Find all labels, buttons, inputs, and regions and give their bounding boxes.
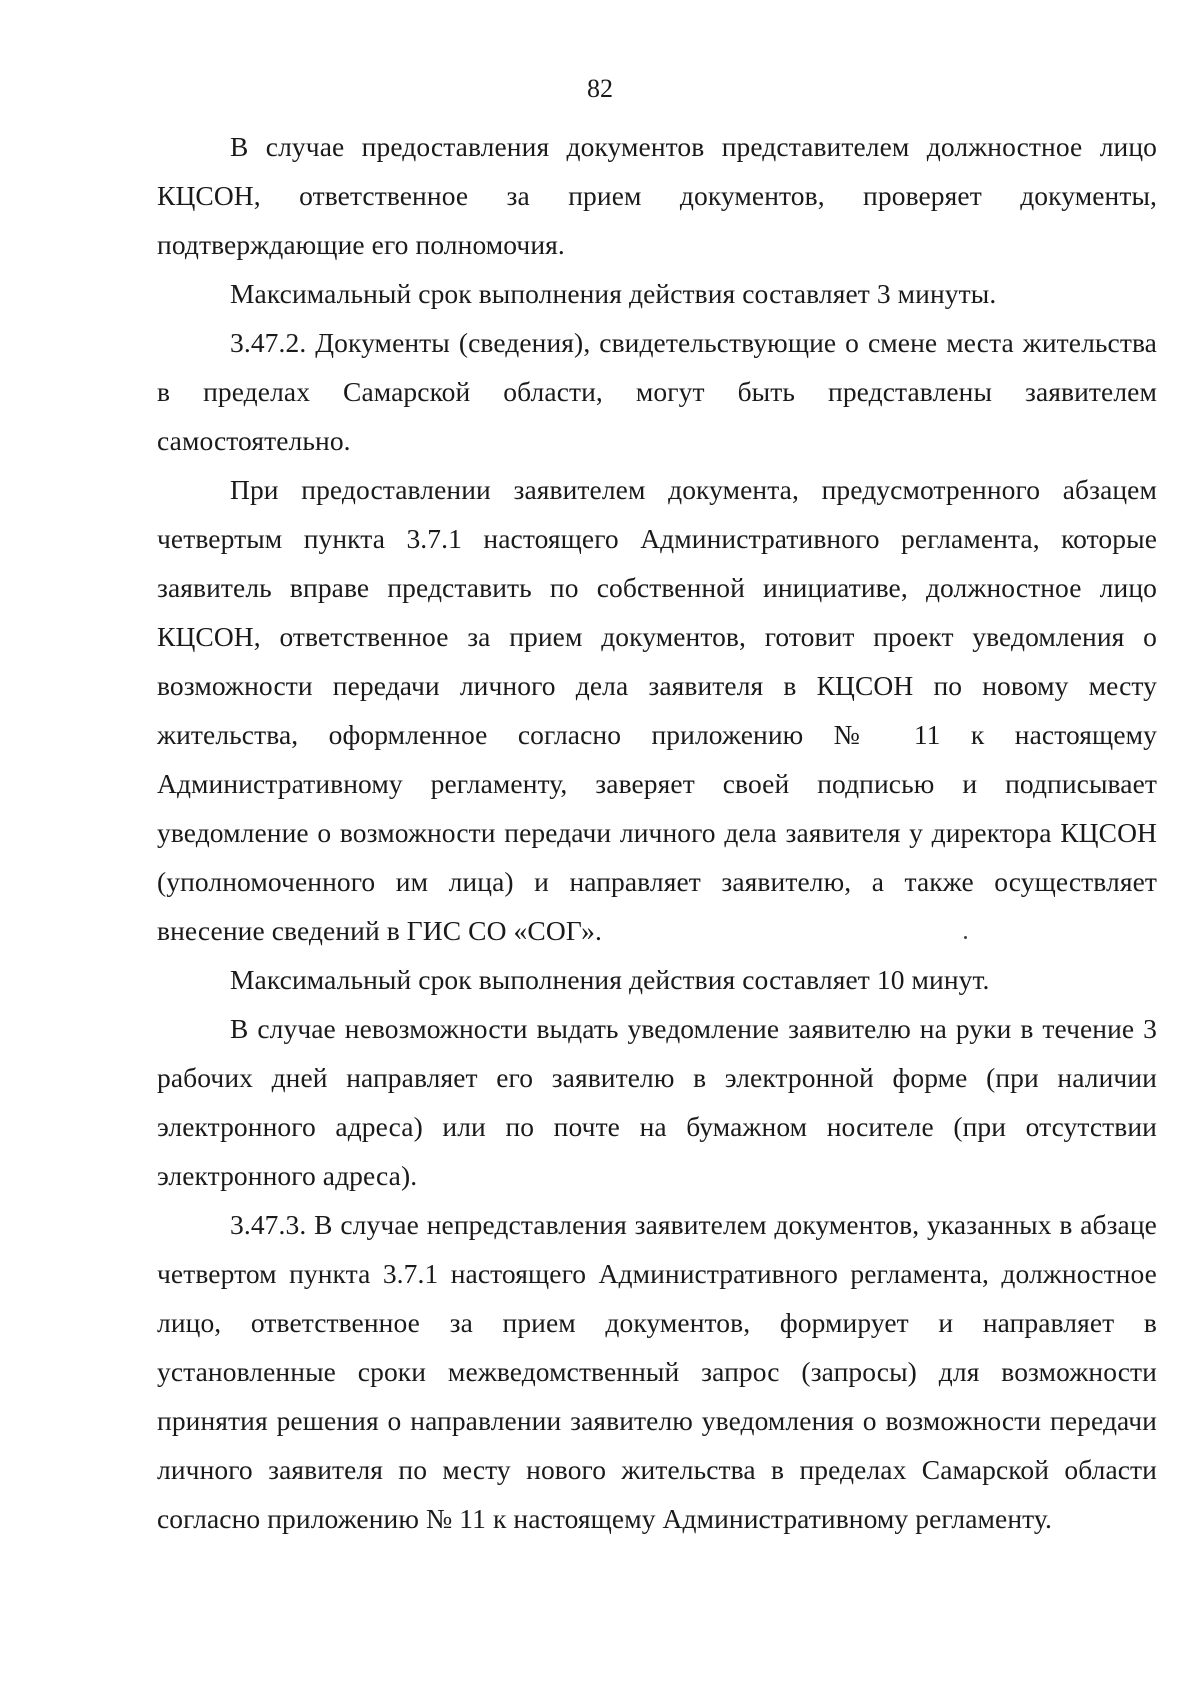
document-body [157, 122, 1157, 1543]
paragraph-3-47-2: 3.47.2. Документы (сведения), свидетельствующие о смене места жительства в пределах Самарской области, могут быть представлены заявителем самостоятельно. [157, 327, 1157, 456]
paragraph-3-47-3: 3.47.3. В случае непредставления заявителем документов, указанных в абзаце четвертом пункта 3.7.1 настоящего Административного регламента, должностное лицо, ответственное за прием документов, формирует и направляет в установленные сроки межведомственный запрос (запросы) для возможности принятия решения о направлении заявителю уведомления о возможности передачи личного заявителя по месту нового жительства в пределах Самарской области согласно приложению № 11 к настоящему Административному регламенту. [157, 1209, 1157, 1534]
paragraph-notification-preparation: При предоставлении заявителем документа, предусмотренного абзацем четвертым пункта 3.7.1 настоящего Административного регламента, которые заявитель вправе представить по собственной инициативе, должностное лицо КЦСОН, ответственное за прием документов, готовит проект уведомления о возможности передачи личного дела заявителя в КЦСОН по новому месту жительства, оформленное согласно приложению № 11 к настоящему Административному регламенту, заверяет своей подписью и подписывает уведомление о возможности передачи личного дела заявителя у директора КЦСОН (уполномоченного им лица) и направляет заявителю, а также осуществляет внесение сведений в ГИС СО «СОГ». [157, 474, 1157, 946]
paragraph-max-time-3-min: Максимальный срок выполнения действия составляет 3 минуты. [230, 278, 997, 309]
paragraph-max-time-10-min: Максимальный срок выполнения действия составляет 10 минут. [230, 964, 990, 995]
scan-speck [964, 936, 967, 939]
paragraph-representative-check: В случае предоставления документов представителем должностное лицо КЦСОН, ответственное за прием документов, проверяет документы, подтверждающие его полномочия. [157, 131, 1157, 260]
paragraph-electronic-delivery: В случае невозможности выдать уведомление заявителю на руки в течение 3 рабочих дней направляет его заявителю в электронной форме (при наличии электронного адреса) или по почте на бумажном носителе (при отсутствии электронного адреса). [157, 1013, 1157, 1191]
page-number: 82 [587, 74, 613, 103]
